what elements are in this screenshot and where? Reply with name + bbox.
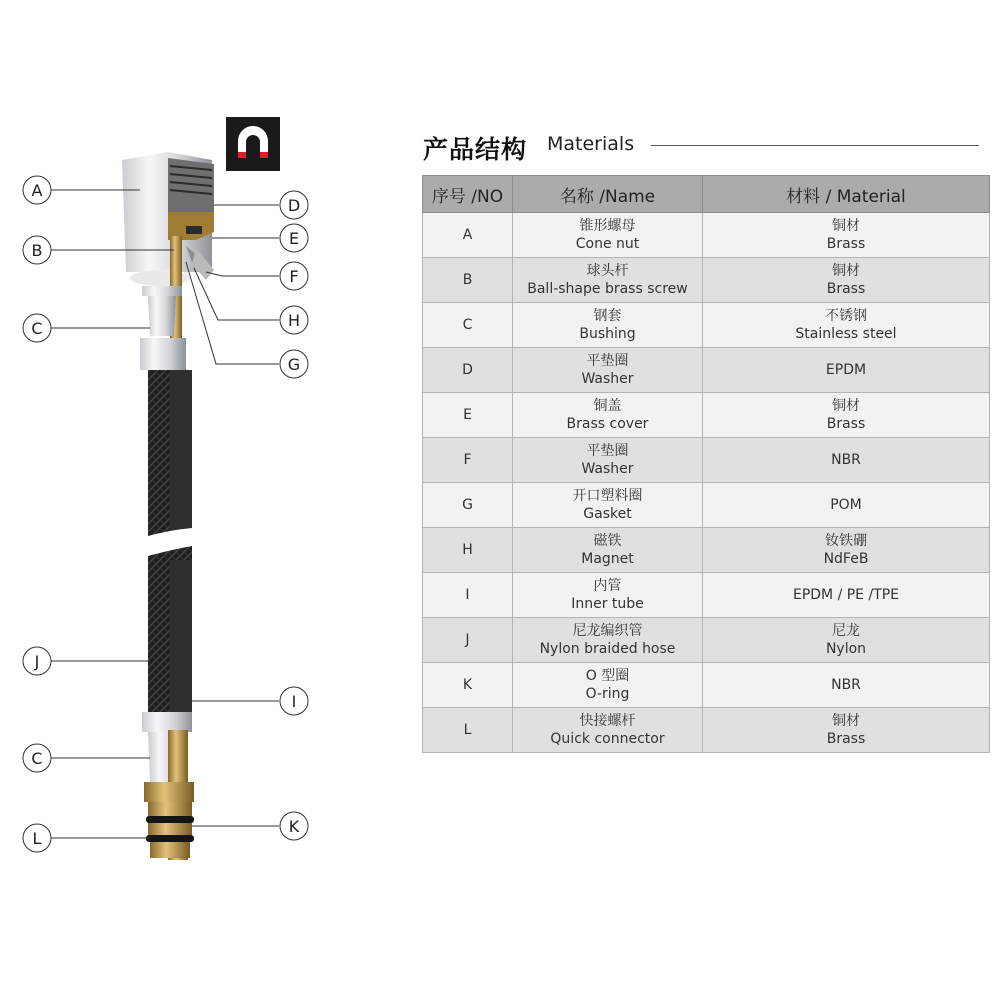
cell-material <box>703 528 990 573</box>
table-row <box>423 438 990 483</box>
cell-material <box>703 438 990 483</box>
braided-hose-lower <box>148 546 192 720</box>
cell-material <box>703 258 990 303</box>
material-english: Nylon <box>825 641 867 657</box>
name-english: Ball-shape brass screw <box>527 281 688 297</box>
cell-name <box>513 213 703 258</box>
name-chinese: O 型圈 <box>585 668 630 684</box>
callout-k-label: K <box>288 817 300 836</box>
table-body <box>423 213 990 753</box>
name-english: Magnet <box>581 551 634 567</box>
name-chinese: 快接螺杆 <box>579 713 636 729</box>
name-english: Quick connector <box>550 731 665 747</box>
callout-g-label: G <box>287 355 301 374</box>
name-chinese: 锥形螺母 <box>579 218 636 234</box>
callout-c-upper-label: C <box>31 319 43 338</box>
cell-no: I <box>423 573 513 618</box>
name-english: Cone nut <box>575 236 640 252</box>
material-english: Brass <box>826 281 866 297</box>
table-row <box>423 348 990 393</box>
material-primary: 钕铁硼 <box>825 533 867 549</box>
name-chinese: 尼龙编织管 <box>572 623 643 639</box>
name-chinese: 磁铁 <box>593 533 622 549</box>
table-row <box>423 618 990 663</box>
header-material: 材料 / Material <box>703 176 990 213</box>
name-chinese: 内管 <box>593 578 622 594</box>
title-chinese: 产品结构 <box>423 135 528 164</box>
name-chinese: 平垫圈 <box>586 443 629 459</box>
callout-l <box>23 824 51 852</box>
materials-table <box>422 175 990 753</box>
cell-no: F <box>423 438 513 483</box>
name-english: Nylon braided hose <box>539 641 676 657</box>
cell-name <box>513 258 703 303</box>
cell-name <box>513 618 703 663</box>
name-english: Inner tube <box>571 596 644 612</box>
cell-material <box>703 708 990 753</box>
cell-name <box>513 393 703 438</box>
hose-cutaway-svg <box>0 0 420 1000</box>
name-english: Washer <box>581 461 634 477</box>
material-primary: EPDM <box>825 362 867 378</box>
callout-l-label: L <box>32 829 42 848</box>
table-row <box>423 393 990 438</box>
material-primary: 铜材 <box>832 263 860 279</box>
callout-c-lower-label: C <box>31 749 43 768</box>
cell-no: C <box>423 303 513 348</box>
callout-a <box>23 176 51 204</box>
name-english: Brass cover <box>566 416 649 432</box>
material-primary: 不锈钢 <box>825 308 867 324</box>
material-english: Brass <box>826 236 866 252</box>
material-primary: 铜材 <box>832 713 860 729</box>
cell-name <box>513 663 703 708</box>
table-row <box>423 303 990 348</box>
cell-material <box>703 618 990 663</box>
table-row <box>423 483 990 528</box>
cell-no: L <box>423 708 513 753</box>
cell-no: D <box>423 348 513 393</box>
callout-h-label: H <box>287 311 301 330</box>
title-divider <box>651 145 979 146</box>
material-primary: NBR <box>831 677 861 693</box>
cell-no: E <box>423 393 513 438</box>
cell-material <box>703 573 990 618</box>
cell-name <box>513 303 703 348</box>
callout-d <box>280 191 308 219</box>
name-english: Gasket <box>583 506 632 522</box>
callout-b <box>23 236 51 264</box>
material-primary: 尼龙 <box>832 623 860 639</box>
table-row <box>423 528 990 573</box>
table-row <box>423 258 990 303</box>
cell-name <box>513 483 703 528</box>
material-primary: EPDM / PE /TPE <box>792 587 900 603</box>
callout-j-label: J <box>34 652 40 671</box>
material-english: Stainless steel <box>795 326 897 342</box>
cell-material <box>703 393 990 438</box>
callout-k <box>280 812 308 840</box>
section-header <box>423 128 983 164</box>
cell-name <box>513 708 703 753</box>
table-row <box>423 573 990 618</box>
cell-name <box>513 528 703 573</box>
cell-material <box>703 348 990 393</box>
cell-no: H <box>423 528 513 573</box>
name-english: O-ring <box>585 686 630 702</box>
name-chinese: 铜盖 <box>593 398 622 414</box>
material-english: NdFeB <box>823 551 869 567</box>
cell-no: G <box>423 483 513 528</box>
callout-f <box>280 262 308 290</box>
cell-name <box>513 348 703 393</box>
title-english: Materials <box>547 133 635 155</box>
cell-material <box>703 303 990 348</box>
table-row <box>423 213 990 258</box>
callout-b-label: B <box>31 241 43 260</box>
table-row <box>423 663 990 708</box>
callout-i-label: I <box>291 692 297 711</box>
callout-f-label: F <box>289 267 299 286</box>
material-primary: 铜材 <box>832 398 860 414</box>
table-header-row <box>423 176 990 213</box>
material-primary: 铜材 <box>832 218 860 234</box>
cell-name <box>513 438 703 483</box>
name-english: Bushing <box>579 326 636 342</box>
cell-material <box>703 483 990 528</box>
callout-c-lower <box>23 744 51 772</box>
callout-j <box>23 647 51 675</box>
name-chinese: 球头杆 <box>586 263 629 279</box>
callout-g <box>280 350 308 378</box>
material-primary: POM <box>830 497 862 513</box>
material-primary: NBR <box>831 452 861 468</box>
material-english: Brass <box>826 731 866 747</box>
cell-no: A <box>423 213 513 258</box>
product-diagram <box>0 0 420 1000</box>
cell-no: B <box>423 258 513 303</box>
braided-hose-upper <box>148 370 192 540</box>
cell-material <box>703 663 990 708</box>
header-no: 序号 /NO <box>423 176 513 213</box>
callout-h <box>280 306 308 334</box>
name-english: Washer <box>581 371 634 387</box>
header-name: 名称 /Name <box>513 176 703 213</box>
callout-e <box>280 224 308 252</box>
callout-i <box>280 687 308 715</box>
name-chinese: 平垫圈 <box>586 353 629 369</box>
cell-material <box>703 213 990 258</box>
callout-a-label: A <box>31 181 43 200</box>
callout-c-upper <box>23 314 51 342</box>
callout-e-label: E <box>288 229 300 248</box>
name-chinese: 钢套 <box>593 308 622 324</box>
cell-name <box>513 573 703 618</box>
callout-d-label: D <box>287 196 301 215</box>
cell-no: J <box>423 618 513 663</box>
table-row <box>423 708 990 753</box>
cell-no: K <box>423 663 513 708</box>
name-chinese: 开口塑料圈 <box>572 488 643 504</box>
material-english: Brass <box>826 416 866 432</box>
